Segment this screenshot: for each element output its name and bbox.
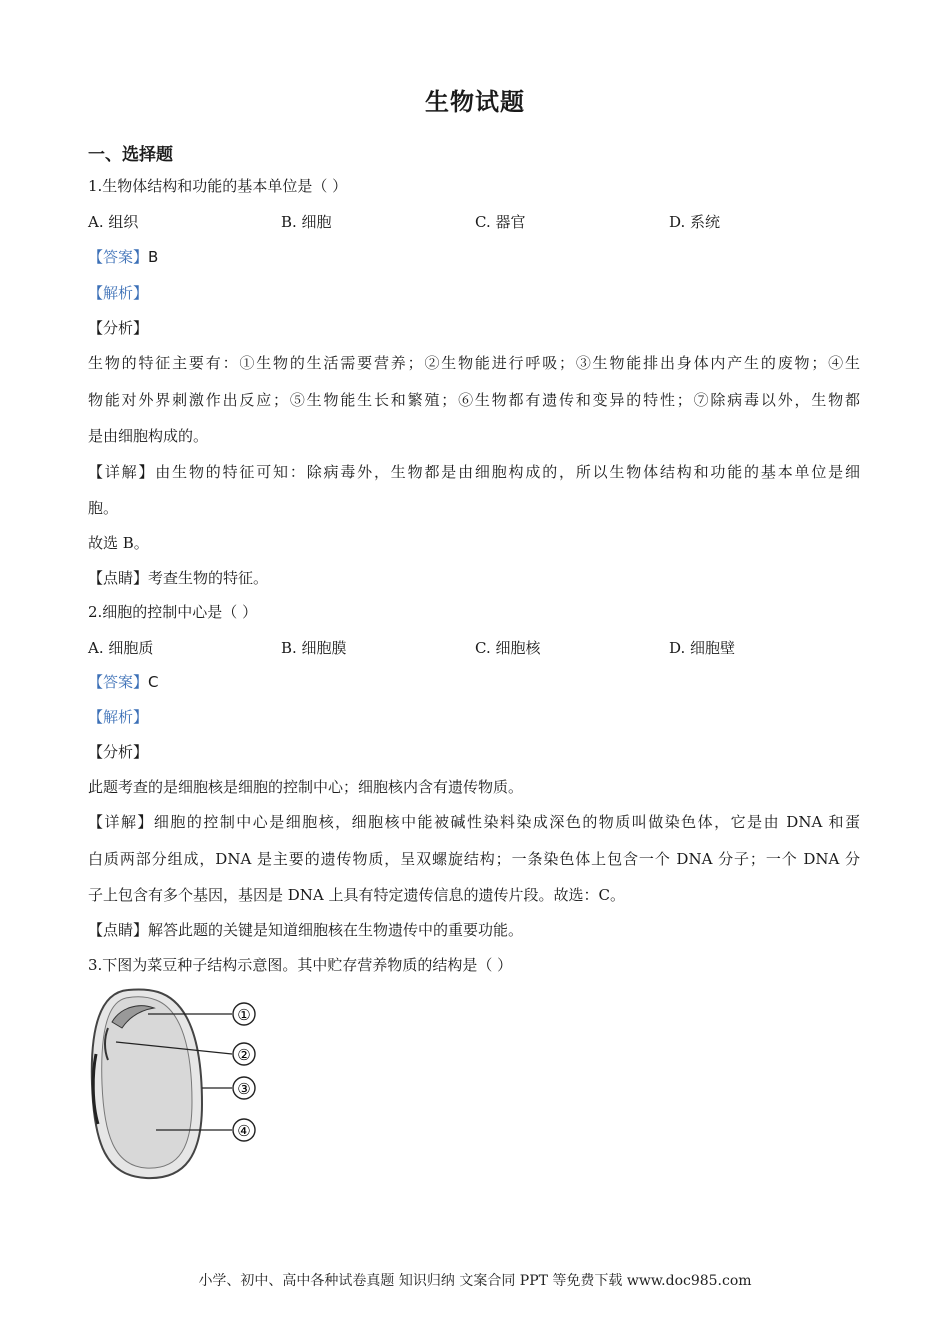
q1-stem: 1.生物体结构和功能的基本单位是（ ） bbox=[88, 177, 348, 195]
q1-fenxi-line-3: 是由细胞构成的。 bbox=[88, 427, 209, 445]
figure-label-4: ④ bbox=[237, 1122, 251, 1140]
page-footer: 小学、初中、高中各种试卷真题 知识归纳 文案合同 PPT 等免费下载 www.doc985.com bbox=[198, 1273, 752, 1289]
bean-seed-diagram bbox=[86, 984, 266, 1184]
q1-option-b: B. 细胞 bbox=[281, 213, 332, 231]
q2-detail-text-1: 细胞的控制中心是细胞核，细胞核中能被碱性染料染成深色的物质叫做染色体，它是由 DNA 和蛋 bbox=[153, 813, 860, 831]
q1-fenxi-tag: 【分析】 bbox=[88, 319, 149, 337]
q1-detail-line-2: 胞。 bbox=[88, 499, 119, 517]
q2-analysis-tag: 【解析】 bbox=[88, 708, 149, 726]
q1-answer: B bbox=[148, 248, 159, 266]
q1-option-c: C. 器官 bbox=[475, 213, 526, 231]
q2-answer: C bbox=[148, 673, 159, 691]
q2-detail-tag: 【详解】 bbox=[88, 813, 154, 831]
q1-dianjing-tag: 【点睛】 bbox=[88, 569, 149, 587]
q2-fenxi-tag: 【分析】 bbox=[88, 743, 149, 761]
q1-fenxi-line-1: 生物的特征主要有：①生物的生活需要营养；②生物能进行呼吸；③生物能排出身体内产生的废物；④生 bbox=[88, 354, 860, 372]
q2-detail-line-1 bbox=[88, 812, 860, 832]
q1-choose: 故选 B。 bbox=[88, 534, 149, 552]
page-title: 生物试题 bbox=[425, 88, 525, 116]
q2-stem: 2.细胞的控制中心是（ ） bbox=[88, 603, 258, 621]
q2-answer-line bbox=[88, 672, 159, 692]
q2-detail-line-3: 子上包含有多个基因，基因是 DNA 上具有特定遗传信息的遗传片段。故选：C。 bbox=[88, 886, 626, 904]
q3-stem: 3.下图为菜豆种子结构示意图。其中贮存营养物质的结构是（ ） bbox=[88, 956, 513, 974]
q1-option-a: A. 组织 bbox=[88, 213, 139, 231]
q1-dianjing bbox=[88, 568, 268, 588]
q2-dianjing bbox=[88, 920, 523, 940]
q2-option-d: D. 细胞壁 bbox=[669, 639, 736, 657]
q1-dianjing-text: 考查生物的特征。 bbox=[148, 569, 269, 587]
q2-option-a: A. 细胞质 bbox=[88, 639, 154, 657]
q1-detail-line-1 bbox=[88, 462, 860, 482]
q2-dianjing-text: 解答此题的关键是知道细胞核在生物遗传中的重要功能。 bbox=[148, 921, 524, 939]
q1-detail-text: 由生物的特征可知：除病毒外，生物都是由细胞构成的，所以生物体结构和功能的基本单位是细 bbox=[155, 463, 860, 481]
q2-detail-line-2: 白质两部分组成，DNA 是主要的遗传物质，呈双螺旋结构；一条染色体上包含一个 DNA 分子；一个 DNA 分 bbox=[88, 850, 860, 868]
q1-fenxi-line-2: 物能对外界刺激作出反应；⑤生物能生长和繁殖；⑥生物都有遗传和变异的特性；⑦除病毒以外，生物都 bbox=[88, 391, 860, 409]
q1-analysis-tag: 【解析】 bbox=[88, 284, 149, 302]
q1-answer-line bbox=[88, 247, 158, 267]
q2-option-c: C. 细胞核 bbox=[475, 639, 541, 657]
q2-answer-tag: 【答案】 bbox=[88, 673, 149, 691]
section-heading: 一、选择题 bbox=[88, 145, 173, 165]
figure-label-1: ① bbox=[237, 1006, 251, 1024]
q2-fenxi-line: 此题考查的是细胞核是细胞的控制中心；细胞核内含有遗传物质。 bbox=[88, 778, 524, 796]
q1-answer-tag: 【答案】 bbox=[88, 248, 149, 266]
q1-option-d: D. 系统 bbox=[669, 213, 721, 231]
figure-label-2: ② bbox=[237, 1046, 251, 1064]
q1-detail-tag: 【详解】 bbox=[88, 463, 156, 481]
q2-option-b: B. 细胞膜 bbox=[281, 639, 347, 657]
figure-label-3: ③ bbox=[237, 1080, 251, 1098]
q2-dianjing-tag: 【点睛】 bbox=[88, 921, 149, 939]
